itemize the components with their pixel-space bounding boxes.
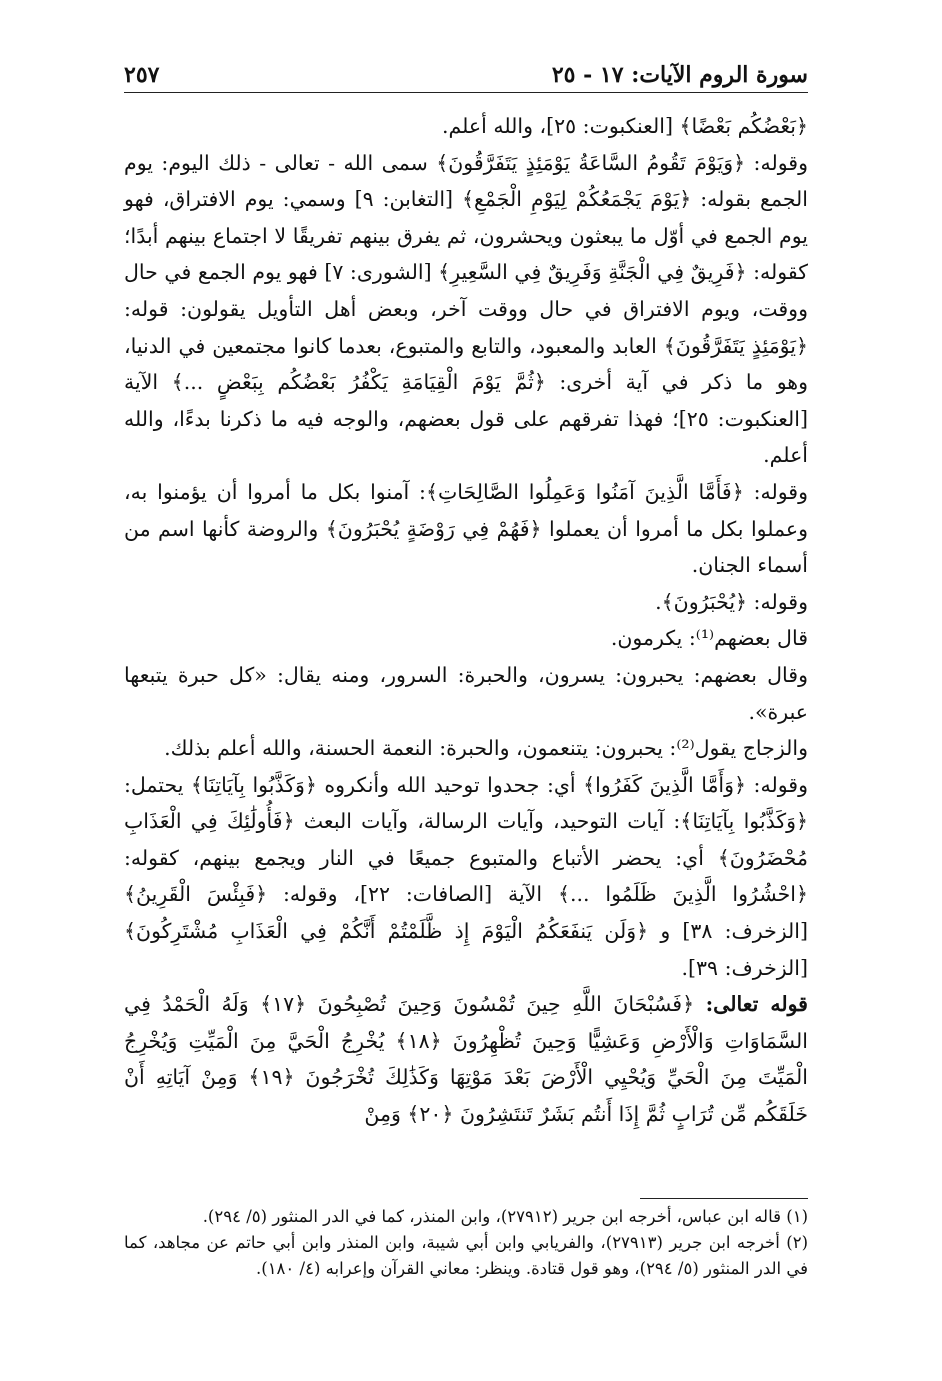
paragraph: وقوله: ﴿فَأَمَّا الَّذِينَ آمَنُوا وَعَمِلُوا الصَّالِحَاتِ﴾: آمنوا بكل ما أمروا أن يؤمنوا به، وعملوا بكل ما أمروا أن يعملوا ﴿فَهُمْ فِي رَوْضَةٍ يُحْبَرُونَ﴾ والروضة كأنها اسم من أسماء الجنان. bbox=[124, 479, 808, 578]
verse-text: ﴿فَسُبْحَانَ اللَّهِ حِينَ تُمْسُونَ وَحِينَ تُصْبِحُونَ ﴿١٧﴾ وَلَهُ الْحَمْدُ فِي السَّمَاوَاتِ وَالْأَرْضِ وَعَشِيًّا وَحِينَ تُظْهِرُونَ ﴿١٨﴾ يُخْرِجُ الْحَيَّ مِنَ الْمَيِّتِ وَيُخْرِجُ الْمَيِّتَ مِنَ الْحَيِّ وَيُحْيِي الْأَرْضَ بَعْدَ مَوْتِهَا وَكَذَٰلِكَ تُخْرَجُونَ ﴿١٩﴾ وَمِنْ آيَاتِهِ أَنْ خَلَقَكُم مِّن تُرَابٍ ثُمَّ إِذَا أَنتُم بَشَرٌ تَنتَشِرُونَ ﴿٢٠﴾ وَمِنْ bbox=[124, 992, 808, 1127]
paragraph: وقال بعضهم: يحبرون: يسرون، والحبرة: السرور، ومنه يقال: «كل حبرة يتبعها عبرة». bbox=[124, 662, 808, 724]
paragraph: قال بعضهم⁽¹⁾: يكرمون. bbox=[610, 626, 808, 651]
footnotes bbox=[124, 1204, 808, 1282]
verse-paragraph bbox=[124, 986, 808, 1132]
paragraph: ﴿بَعْضُكُم بَعْضًا﴾ [العنكبوت: ٢٥]، والله أعلم. bbox=[441, 114, 808, 138]
paragraph: وقوله: ﴿وَأَمَّا الَّذِينَ كَفَرُوا﴾ أي: جحدوا توحيد الله وأنكروه ﴿وَكَذَّبُوا بِآيَاتِنَا﴾ يحتمل: ﴿وَكَذَّبُوا بِآيَاتِنَا﴾: آيات التوحيد، وآيات الرسالة، وآيات البعث ﴿فَأُولَٰئِكَ فِي الْعَذَابِ مُحْضَرُونَ﴾ أي: يحضر الأتباع والمتبوع جميعًا في النار ويجمع بينهم، كقوله: ﴿احْشُرُوا الَّذِينَ ظَلَمُوا ...﴾ الآية [الصافات: ٢٢]، وقوله: ﴿فَبِئْسَ الْقَرِينُ﴾ [الزخرف: ٣٨] و ﴿وَلَن يَنفَعَكُمُ الْيَوْمَ إِذ ظَّلَمْتُمْ أَنَّكُمْ فِي الْعَذَابِ مُشْتَرِكُونَ﴾ [الزخرف: ٣٩]. bbox=[124, 772, 808, 980]
footnote: (١) قاله ابن عباس، أخرجه ابن جرير (٢٧٩١٢)، وابن المنذر، كما في الدر المنثور (٥/ ٢٩٤). bbox=[202, 1207, 808, 1226]
footnote: (٢) أخرجه ابن جرير (٢٧٩١٣)، والفريابي وابن أبي شيبة، وابن المنذر وابن أبي حاتم عن مجاهد، كما في الدر المنثور (٥/ ٢٩٤)، وهو قول قتادة. وينظر: معاني القرآن وإعرابه (٤/ ١٨٠). bbox=[124, 1233, 808, 1278]
paragraph: وقوله: ﴿وَيَوْمَ تَقُومُ السَّاعَةُ يَوْمَئِذٍ يَتَفَرَّقُونَ﴾ سمى الله - تعالى - ذلك اليوم: يوم الجمع بقوله: ﴿يَوْمَ يَجْمَعُكُمْ لِيَوْمِ الْجَمْعِ﴾ [التغابن: ٩] وسمي: يوم الافتراق، فهو يوم الجمع في أوّل ما يبعثون ويحشرون، ثم يفرق بينهم تفريقًا لا اجتماع بينهم أبدًا؛ كقوله: ﴿فَرِيقٌ فِي الْجَنَّةِ وَفَرِيقٌ فِي السَّعِيرِ﴾ [الشورى: ٧] فهو يوم الجمع في حال ووقت، ويوم الافتراق في حال ووقت آخر، وبعض أهل التأويل يقولون: قوله: ﴿يَوْمَئِذٍ يَتَفَرَّقُونَ﴾ العابد والمعبود، والتابع والمتبوع، بعدما كانوا مجتمعين في الدنيا، وهو ما ذكر في آية أخرى: ﴿ثُمَّ يَوْمَ الْقِيَامَةِ يَكْفُرُ بَعْضُكُم بِبَعْضٍ ...﴾ الآية [العنكبوت: ٢٥]؛ فهذا تفرقهم على قول بعضهم، والوجه فيه ما ذكرنا بدءًا، والله أعلم. bbox=[124, 150, 808, 468]
verse-label: قوله تعالى: bbox=[705, 992, 808, 1017]
surah-title: سورة الروم الآيات: ١٧ - ٢٥ bbox=[551, 62, 808, 88]
footnote-rule bbox=[640, 1198, 808, 1199]
commentary-body bbox=[124, 108, 808, 1133]
page-number: ٢٥٧ bbox=[124, 62, 160, 88]
header-rule bbox=[124, 92, 808, 93]
paragraph: والزجاج يقول⁽²⁾: يحبرون: يتنعمون، والحبرة: النعمة الحسنة، والله أعلم بذلك. bbox=[164, 736, 808, 761]
paragraph: وقوله: ﴿يُحْبَرُونَ﴾. bbox=[655, 589, 808, 614]
running-header bbox=[124, 44, 808, 88]
